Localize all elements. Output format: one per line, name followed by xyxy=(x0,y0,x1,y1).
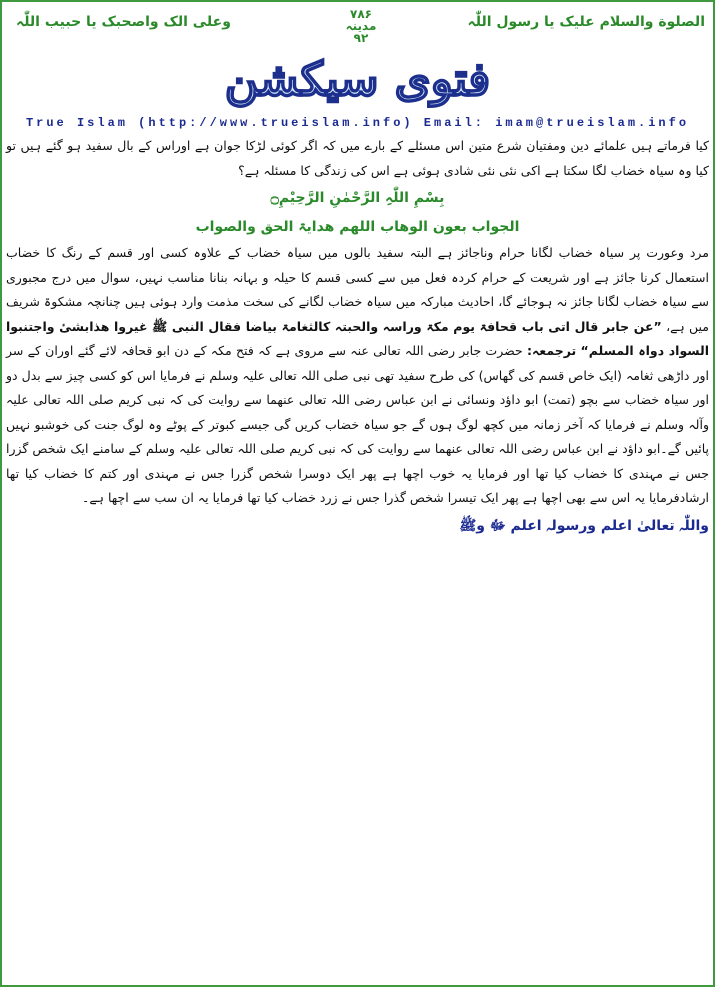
translation-label: ترجمعہ: xyxy=(526,343,577,358)
header-number-top: ۷۸۶ xyxy=(350,7,372,21)
question-text: کیا فرماتے ہیں علمائے دین ومفتیان شرع متین اس مسئلے کے بارے میں کہ اگر کوئی لڑکا جوان ہے اوراس کے بال سفید ہو گئے ہیں تو کیا وہ سیاہ خضاب لگا سکتا ہے اکی نئی نئی شادی ہوئی ہے اس کی زندگی کا مسئلہ ہے؟ xyxy=(6,138,709,178)
answer-part-2: حضرت جابر رضی اللہ تعالی عنہ سے مروی ہے کہ فتح مکہ کے دن ابو قحافہ لائے گئے اوران کے سر اور داڑھی ثغامہ (ایک خاص قسم کی گھاس) کی طرح سفید تھی نبی صلی اللہ تعالی علیہ وسلم نے فرمایا اس کو کسی چیز سے بدل دو اور سیاہ خضاب سے بچو (تمت) ابو داؤد ونسائی نے ابن عباس رضی اللہ تعالی عنھما سے روایت کی کہ نبی کریم صلی اللہ تعالی علیہ وآلہ وسلم نے فرمایا کہ آخر زمانہ میں کچھ لوگ ہوں گے جو سیاہ خضاب کریں گی جیسے کبوتر کے پوٹے وہ لوگ جنت کی خوشبو نہیں پائیں گے۔ابو داؤد نے ابن عباس رضی اللہ تعالی عنھما سے روایت کی کہ نبی کریم صلی اللہ تعالی علیہ وسلم کے سامنے ایک شخص گزرا جس نے مہندی کا خضاب کیا تھا اور فرمایا یہ خوب اچھا ہے پھر ایک دوسرا شخص گزرا جس نے مہندی اور کتم کا خضاب کیا تھا ارشادفرمایا یہ اس سے بھی اچھا ہے پھر ایک تیسرا شخص گذرا جس نے زرد خضاب کیا تھا فرمایا یہ ان سب سے اچھا ہے۔ xyxy=(6,343,709,505)
answer-part-1: مرد وعورت پر سیاہ خضاب لگانا حرام وناجائز ہے البتہ سفید بالوں میں سیاہ خضاب کے علاوہ کسی اور قسم کے رنگ کا خضاب استعمال کرنا جائز ہے اور شریعت کے حرام کردہ فعل میں سے کسی قسم کا حیلہ و بہانہ بنانا مناسب نہیں، سوال میں درج مجبوری سے سیاہ خضاب لگانا جائز نہ ہوجائے گا، احادیث مبارکہ میں سیاہ خضاب لگانے کی سخت مذمت وارد ہوئی ہیں چنانچہ مشکوۃ شریف میں ہے، xyxy=(6,245,709,334)
header-madina: مدینہ xyxy=(345,19,377,33)
header-salutation-left: وعلی الک واصحبک یا حبیب اللّٰہ xyxy=(16,14,231,30)
page-title: فتوی سیکشن xyxy=(224,52,491,106)
header xyxy=(6,8,709,48)
hadith-quote: ”عن جابر قال اتی باب قحافۃ یوم مکۃ وراسہ والحبتہ کالثغامۃ بیاضا فقال النبی ﷺ غیروا ھذابشیٔ واجتنبوا السواد دواہ المسلم“ xyxy=(6,318,709,358)
answer-text xyxy=(6,241,709,511)
fatwa-body xyxy=(6,134,709,541)
bismillah: بِسْمِ اللّٰہِ الرَّحْمٰنِ الرَّحِیْمِ۝ xyxy=(270,190,445,206)
closing-line: واللّٰہ تعالیٰ اعلم ورسولہ اعلم ﷻ وﷺ xyxy=(459,517,709,534)
contact-line: True Islam (http://www.trueislam.info) Email: imam@trueislam.info xyxy=(25,116,690,130)
header-number-bottom: ۹۲ xyxy=(353,31,369,45)
header-salutation-right: الصلوة والسلام علیک یا رسول اللّٰہ xyxy=(467,14,705,30)
answer-heading: الجواب بعون الوھاب اللھم ھدایۃ الحق والصواب xyxy=(195,219,520,235)
header-center-numerals xyxy=(336,8,386,44)
